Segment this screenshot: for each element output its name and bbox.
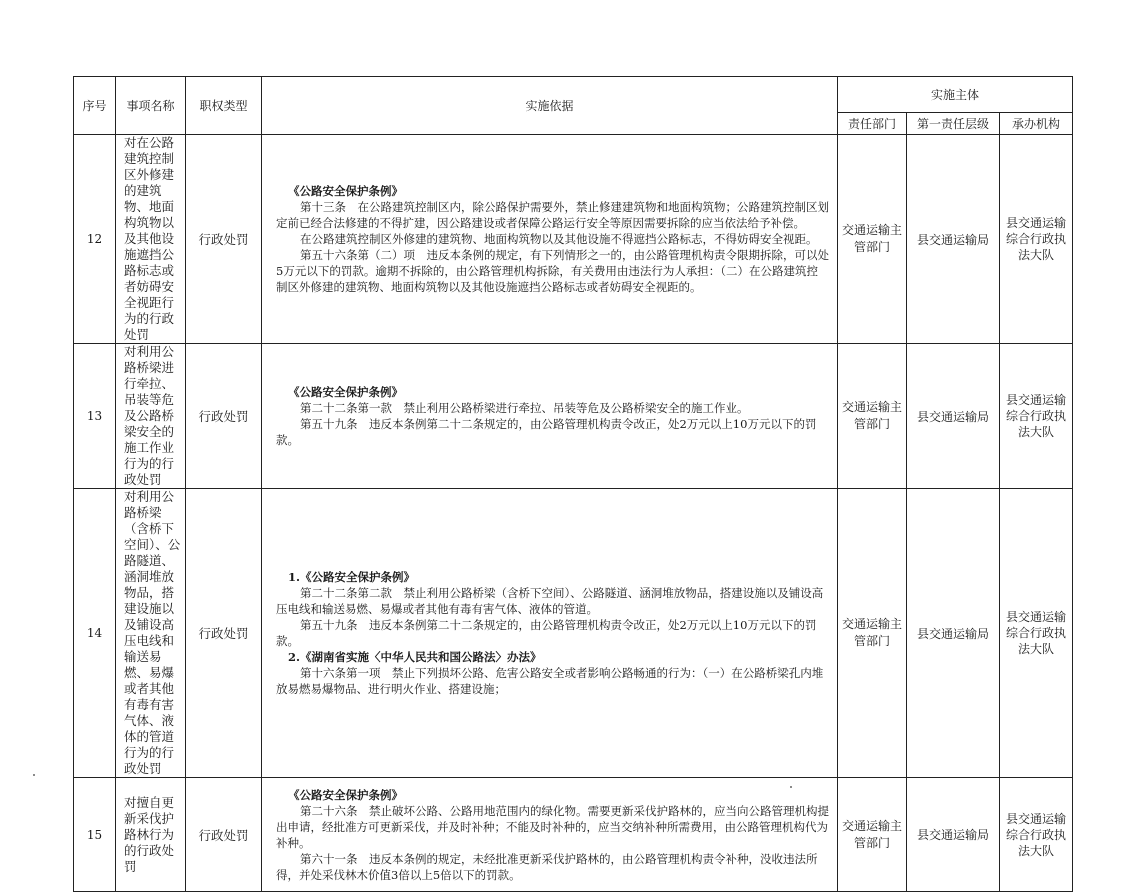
row-basis [262, 135, 838, 344]
basis-clause: 在公路建筑控制区外修建的建筑物、地面构筑物以及其他设施不得遮挡公路标志，不得妨碍安全视距。 [300, 232, 818, 246]
header-subject: 实施主体 [838, 77, 1073, 113]
header-power-type: 职权类型 [186, 77, 262, 135]
basis-title: 《公路安全保护条例》 [288, 787, 403, 802]
basis-clause: 第五十六条第（二）项 违反本条例的规定，有下列情形之一的，由公路管理机构责令限期拆除，可以处5万元以下的罚款。逾期不拆除的，由公路管理机构拆除，有关费用由违法行为人承担：（二）在公路建筑控制区外修建的建筑物、地面构筑物以及其他设施遮挡公路标志或者妨碍安全视距的。 [276, 248, 829, 294]
row-first-level: 县交通运输局 [907, 344, 1000, 489]
row-power-type: 行政处罚 [186, 778, 262, 892]
basis-clause: 第五十九条 违反本条例第二十二条规定的，由公路管理机构责令改正，处2万元以上10万元以下的罚款。 [276, 618, 817, 648]
basis-title: 《公路安全保护条例》 [288, 385, 403, 399]
row-handling-org: 县交通运输综合行政执法大队 [1000, 778, 1073, 892]
basis-clause: 第十三条 在公路建筑控制区内，除公路保护需要外，禁止修建建筑物和地面构筑物；公路建筑控制区划定前已经合法修建的不得扩建，因公路建设或者保障公路运行安全等原因需要拆除的应当依法给予补偿。 [276, 200, 829, 230]
row-responsible-dept: 交通运输主管部门 [838, 778, 907, 892]
header-first-level: 第一责任层级 [907, 113, 1000, 135]
row-handling-org: 县交通运输综合行政执法大队 [1000, 344, 1073, 489]
header-seq: 序号 [74, 77, 116, 135]
row-seq: 14 [74, 489, 116, 778]
row-responsible-dept: 交通运输主管部门 [838, 135, 907, 344]
table-row [74, 135, 1073, 344]
header-handling-org: 承办机构 [1000, 113, 1073, 135]
row-item-name: 对在公路建筑控制区外修建的建筑物、地面构筑物以及其他设施遮挡公路标志或者妨碍安全视距行为的行政处罚 [116, 135, 186, 344]
row-item-name: 对擅自更新采伐护路林行为的行政处罚 [116, 778, 186, 892]
basis-title: 2.《湖南省实施〈中华人民共和国公路法〉办法》 [288, 650, 542, 664]
header-item-name: 事项名称 [116, 77, 186, 135]
basis-clause: 第六十一条 违反本条例的规定，未经批准更新采伐护路林的，由公路管理机构责令补种，没收违法所得，并处采伐林木价值3倍以上5倍以下的罚款。 [276, 851, 818, 882]
table-row [74, 489, 1073, 778]
row-responsible-dept: 交通运输主管部门 [838, 344, 907, 489]
row-seq: 12 [74, 135, 116, 344]
basis-clause: 第二十二条第一款 禁止利用公路桥梁进行牵拉、吊装等危及公路桥梁安全的施工作业。 [300, 401, 749, 415]
row-seq: 15 [74, 778, 116, 892]
row-seq: 13 [74, 344, 116, 489]
row-power-type: 行政处罚 [186, 489, 262, 778]
basis-clause: 第五十九条 违反本条例第二十二条规定的，由公路管理机构责令改正，处2万元以上10万元以下的罚款。 [276, 417, 817, 447]
row-first-level: 县交通运输局 [907, 778, 1000, 892]
row-basis [262, 489, 838, 778]
header-responsible-dept: 责任部门 [838, 113, 907, 135]
scan-speck [33, 774, 35, 776]
table-row [74, 344, 1073, 489]
row-responsible-dept: 交通运输主管部门 [838, 489, 907, 778]
row-item-name: 对利用公路桥梁（含桥下空间）、公路隧道、涵洞堆放物品，搭建设施以及铺设高压电线和输送易燃、易爆或者其他有毒有害气体、液体的管道行为的行政处罚 [116, 489, 186, 778]
row-power-type: 行政处罚 [186, 135, 262, 344]
basis-title: 《公路安全保护条例》 [288, 184, 403, 198]
row-first-level: 县交通运输局 [907, 135, 1000, 344]
row-first-level: 县交通运输局 [907, 489, 1000, 778]
row-handling-org: 县交通运输综合行政执法大队 [1000, 135, 1073, 344]
basis-clause: 第二十二条第二款 禁止利用公路桥梁（含桥下空间）、公路隧道、涵洞堆放物品，搭建设施以及铺设高压电线和输送易燃、易爆或者其他有毒有害气体、液体的管道。 [276, 586, 824, 616]
header-basis: 实施依据 [262, 77, 838, 135]
scan-speck [790, 786, 792, 788]
row-item-name: 对利用公路桥梁进行牵拉、吊装等危及公路桥梁安全的施工作业行为的行政处罚 [116, 344, 186, 489]
row-power-type: 行政处罚 [186, 344, 262, 489]
basis-clause: 第十六条第一项 禁止下列损坏公路、危害公路安全或者影响公路畅通的行为：（一）在公路桥梁孔内堆放易燃易爆物品、进行明火作业、搭建设施； [276, 666, 824, 696]
basis-clause: 第二十六条 禁止破坏公路、公路用地范围内的绿化物。需要更新采伐护路林的，应当向公路管理机构提出申请，经批准方可更新采伐，并及时补种；不能及时补种的，应当交纳补种所需费用，由公路管理机构代为补种。 [276, 803, 829, 850]
enforcement-table [73, 76, 1073, 892]
row-basis [262, 344, 838, 489]
table-row [74, 778, 1073, 892]
basis-title: 1.《公路安全保护条例》 [288, 570, 416, 584]
row-basis [262, 778, 838, 892]
row-handling-org: 县交通运输综合行政执法大队 [1000, 489, 1073, 778]
